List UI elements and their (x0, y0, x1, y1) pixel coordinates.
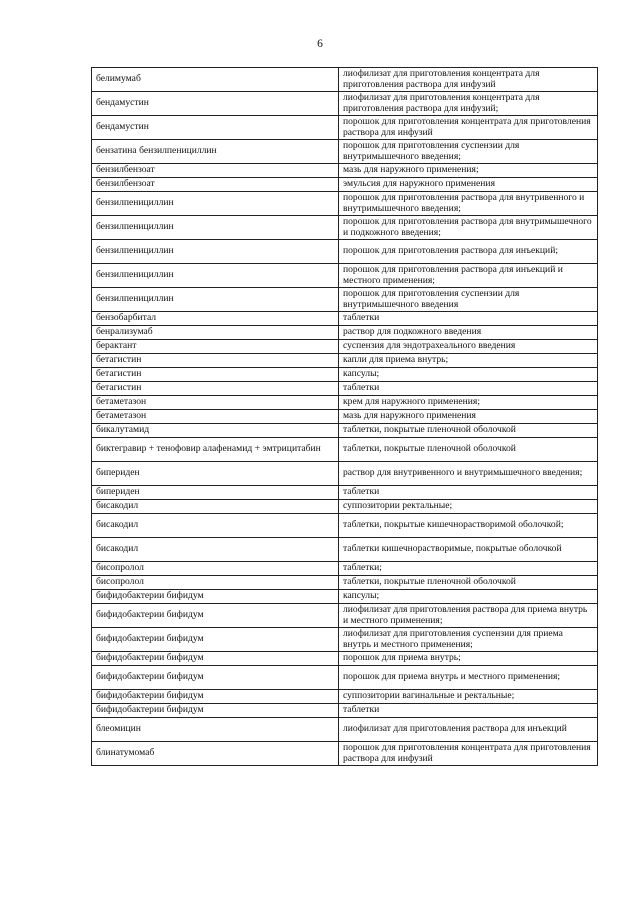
dosage-form-cell: лиофилизат для приготовления суспензии для приема внутрь и местного применения; (339, 628, 598, 652)
drug-name-cell: бипериден (92, 462, 339, 486)
table-row (92, 538, 598, 562)
table-row (92, 718, 598, 742)
dosage-form-cell: порошок для приготовления концентрата для приготовления раствора для инфузий (339, 742, 598, 766)
dosage-form-cell: капсулы; (339, 368, 598, 382)
drug-name-cell: бензилпенициллин (92, 288, 339, 312)
table-row (92, 410, 598, 424)
drug-name-cell: бисакодил (92, 500, 339, 514)
dosage-form-cell: таблетки, покрытые пленочной оболочкой (339, 576, 598, 590)
dosage-form-cell: раствор для подкожного введения (339, 326, 598, 340)
drug-name-cell: бикалутамид (92, 424, 339, 438)
drug-name-cell: бендамустин (92, 116, 339, 140)
dosage-form-cell: порошок для приема внутрь и местного применения; (339, 666, 598, 690)
dosage-form-cell: порошок для приготовления раствора для инъекций и местного применения; (339, 264, 598, 288)
drug-name-cell: бифидобактерии бифидум (92, 604, 339, 628)
drug-name-cell: бензилбензоат (92, 178, 339, 192)
drug-name-cell: бифидобактерии бифидум (92, 590, 339, 604)
dosage-form-cell: порошок для приготовления раствора для инъекций; (339, 240, 598, 264)
dosage-form-cell: таблетки кишечнорастворимые, покрытые оболочкой (339, 538, 598, 562)
drug-name-cell: бензилпенициллин (92, 192, 339, 216)
table-row (92, 68, 598, 92)
drug-name-cell: бензатина бензилпенициллин (92, 140, 339, 164)
dosage-form-cell: таблетки, покрытые пленочной оболочкой (339, 438, 598, 462)
dosage-form-cell: мазь для наружного применения (339, 410, 598, 424)
dosage-form-cell: таблетки (339, 312, 598, 326)
dosage-form-cell: мазь для наружного применения; (339, 164, 598, 178)
drug-table (91, 67, 598, 766)
table-row (92, 216, 598, 240)
table-row (92, 590, 598, 604)
dosage-form-cell: таблетки; (339, 562, 598, 576)
drug-name-cell: бетаметазон (92, 410, 339, 424)
dosage-form-cell: крем для наружного применения; (339, 396, 598, 410)
drug-name-cell: блинатумомаб (92, 742, 339, 766)
dosage-form-cell: порошок для приготовления концентрата для приготовления раствора для инфузий (339, 116, 598, 140)
table-row (92, 240, 598, 264)
dosage-form-cell: таблетки (339, 382, 598, 396)
drug-name-cell: бензилпенициллин (92, 264, 339, 288)
drug-name-cell: бетагистин (92, 382, 339, 396)
page-number: 6 (317, 38, 323, 50)
drug-name-cell: бифидобактерии бифидум (92, 628, 339, 652)
dosage-form-cell: раствор для внутривенного и внутримышечного введения; (339, 462, 598, 486)
drug-name-cell: бензилпенициллин (92, 216, 339, 240)
table-row (92, 438, 598, 462)
drug-name-cell: бетагистин (92, 354, 339, 368)
table-row (92, 604, 598, 628)
drug-name-cell: белимумаб (92, 68, 339, 92)
table-row (92, 500, 598, 514)
table-row (92, 92, 598, 116)
dosage-form-cell: таблетки (339, 486, 598, 500)
table-row (92, 140, 598, 164)
dosage-form-cell: таблетки, покрытые пленочной оболочкой (339, 424, 598, 438)
table-row (92, 396, 598, 410)
table-row (92, 562, 598, 576)
dosage-form-cell: лиофилизат для приготовления раствора для инъекций (339, 718, 598, 742)
table-row (92, 368, 598, 382)
dosage-form-cell: порошок для приема внутрь; (339, 652, 598, 666)
dosage-form-cell: порошок для приготовления суспензии для внутримышечного введения; (339, 140, 598, 164)
drug-name-cell: блеомицин (92, 718, 339, 742)
drug-name-cell: бисакодил (92, 538, 339, 562)
dosage-form-cell: порошок для приготовления суспензии для внутримышечного введения (339, 288, 598, 312)
table-row (92, 178, 598, 192)
table-row (92, 382, 598, 396)
dosage-form-cell: лиофилизат для приготовления концентрата для приготовления раствора для инфузий; (339, 92, 598, 116)
drug-name-cell: бисакодил (92, 514, 339, 538)
dosage-form-cell: эмульсия для наружного применения (339, 178, 598, 192)
drug-name-cell: бифидобактерии бифидум (92, 690, 339, 704)
drug-name-cell: бифидобактерии бифидум (92, 704, 339, 718)
table-row (92, 486, 598, 500)
table-row (92, 116, 598, 140)
drug-name-cell: бендамустин (92, 92, 339, 116)
drug-name-cell: бетагистин (92, 368, 339, 382)
drug-name-cell: бензилбензоат (92, 164, 339, 178)
drug-name-cell: бетаметазон (92, 396, 339, 410)
dosage-form-cell: суспензия для эндотрахеального введения (339, 340, 598, 354)
table-row (92, 742, 598, 766)
table-row (92, 652, 598, 666)
table-row (92, 576, 598, 590)
table-row (92, 288, 598, 312)
drug-name-cell: бензилпенициллин (92, 240, 339, 264)
table-row (92, 326, 598, 340)
drug-name-cell: бисопролол (92, 576, 339, 590)
table-row (92, 312, 598, 326)
drug-name-cell: бифидобактерии бифидум (92, 652, 339, 666)
table-row (92, 628, 598, 652)
dosage-form-cell: капли для приема внутрь; (339, 354, 598, 368)
table-row (92, 690, 598, 704)
drug-name-cell: бисопролол (92, 562, 339, 576)
drug-name-cell: бенрализумаб (92, 326, 339, 340)
table-row (92, 666, 598, 690)
drug-name-cell: бифидобактерии бифидум (92, 666, 339, 690)
table-row (92, 704, 598, 718)
drug-name-cell: бензобарбитал (92, 312, 339, 326)
dosage-form-cell: лиофилизат для приготовления раствора для приема внутрь и местного применения; (339, 604, 598, 628)
drug-name-cell: биктегравир + тенофовир алафенамид + эмтрицитабин (92, 438, 339, 462)
dosage-form-cell: порошок для приготовления раствора для внутривенного и внутримышечного введения; (339, 192, 598, 216)
dosage-form-cell: суппозитории ректальные; (339, 500, 598, 514)
dosage-form-cell: таблетки, покрытые кишечнорастворимой оболочкой; (339, 514, 598, 538)
table-row (92, 264, 598, 288)
dosage-form-cell: таблетки (339, 704, 598, 718)
dosage-form-cell: суппозитории вагинальные и ректальные; (339, 690, 598, 704)
dosage-form-cell: капсулы; (339, 590, 598, 604)
table-row (92, 462, 598, 486)
table-row (92, 354, 598, 368)
dosage-form-cell: порошок для приготовления раствора для внутримышечного и подкожного введения; (339, 216, 598, 240)
table-row (92, 192, 598, 216)
drug-name-cell: бипериден (92, 486, 339, 500)
table-row (92, 340, 598, 354)
dosage-form-cell: лиофилизат для приготовления концентрата для приготовления раствора для инфузий (339, 68, 598, 92)
table-row (92, 424, 598, 438)
table-row (92, 514, 598, 538)
table-row (92, 164, 598, 178)
drug-name-cell: берактант (92, 340, 339, 354)
